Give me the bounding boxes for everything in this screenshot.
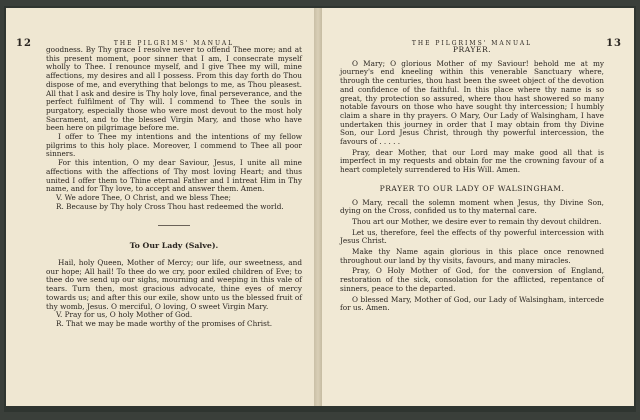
paragraph: Pray, dear Mother, that our Lord may make good all that is imperfect in my requests and obtain for me the crowning favour of a heart completely surrendered to His Will. Amen. bbox=[340, 147, 604, 175]
paragraph: Make thy Name again glorious in this place once renowned throughout our land by thy visits, favours, and many miracles. bbox=[340, 247, 604, 265]
page-number: 12 bbox=[16, 38, 32, 49]
right-page-header bbox=[340, 8, 622, 49]
left-page bbox=[6, 8, 316, 406]
paragraph: O Mary; O glorious Mother of my Saviour! behold me at my journey's end kneeling within this venerable Sanctuary where, through the centuries, thou hast been the sweet object of the devotion and confidence of the faithful. In this place where thy name is so great, thy protection so assured, where thou hast showered so many notable favours on those who have sought thy intercession; I humbly claim a share in thy prayers. O Mary, Our Lady of Walsingham, I have undertaken this journey in order that I may obtain from thy Divine Son, our Lord Jesus Christ, through thy powerful intercession, the favours of . . . . . bbox=[340, 58, 604, 147]
right-page-text bbox=[340, 46, 604, 313]
paragraph: I offer to Thee my intentions and the intentions of my fellow pilgrims to this holy place. Moreover, I commend to Thee all poor sinners. bbox=[46, 132, 302, 159]
running-head: THE PILGRIMS' MANUAL bbox=[113, 40, 235, 47]
page-number: 13 bbox=[606, 38, 622, 49]
paragraph: Let us, therefore, feel the effects of thy powerful intercession with Jesus Christ. bbox=[340, 227, 604, 246]
response: R. That we may be made worthy of the promises of Christ. bbox=[56, 318, 273, 328]
left-page-header bbox=[16, 8, 302, 49]
paragraph: Thou art our Mother, we desire ever to remain thy devout children. bbox=[352, 216, 602, 226]
paragraph: For this intention, O my dear Saviour, Jesus, I unite all mine affections with the affections of Thy most loving Heart; and thus united I offer them to Thine eternal Father and I intreat Him in Thy name, and for Thy love, to accept and answer them. Amen. bbox=[46, 158, 302, 194]
versicle-response bbox=[46, 311, 302, 328]
section-divider bbox=[158, 225, 190, 226]
response: R. Because by Thy holy Cross Thou hast redeemed the world. bbox=[56, 201, 284, 211]
left-page-text bbox=[46, 46, 302, 329]
paragraph: Pray, O Holy Mother of God, for the conversion of England, restoration of the sick, consolation for the afflicted, repentance of sinners, peace to the departed. bbox=[340, 266, 604, 293]
section-heading: To Our Lady (Salve). bbox=[129, 241, 219, 251]
paragraph: O blessed Mary, Mother of God, our Lady of Walsingham, intercede for us. Amen. bbox=[340, 294, 604, 313]
paragraph: goodness. By Thy grace I resolve never to offend Thee more; and at this present moment, poor sinner that I am, I consecrate myself wholly to Thee. I renounce myself, and I give Thee my will, mine affections, my desires and all I possess. From this day forth do Thou dispose of me, and everything that belongs to me, as Thou pleasest. All that I ask and desire is Thy holy love, final perseverance, and the perfect fulfilment of Thy will. I commend to Thee the souls in purgatory, especially those who were most devout to the most holy Sacrament, and to the blessed Virgin Mary, and those who have been here on pilgrimage before me. bbox=[46, 45, 302, 133]
open-book bbox=[4, 6, 636, 412]
right-page bbox=[322, 8, 634, 406]
section-heading: PRAYER TO OUR LADY OF WALSINGHAM. bbox=[379, 183, 565, 193]
paragraph: Hail, holy Queen, Mother of Mercy; our life, our sweetness, and our hope; All hail! To thee do we cry, poor exiled children of Eve; to thee do we send up our sighs, mourning and weeping in this vale of tears. Turn then, most gracious advocate, thine eyes of mercy towards us; and after this our exile, show unto us the blessed fruit of thy womb, Jesus. O merciful, O loving, O sweet Virgin Mary. bbox=[46, 258, 302, 311]
paragraph: O Mary, recall the solemn moment when Jesus, thy Divine Son, dying on the Cross, confided us to thy maternal care. bbox=[340, 197, 604, 216]
versicle: V. We adore Thee, O Christ, and we bless Thee; bbox=[56, 192, 231, 202]
versicle: V. Pray for us, O holy Mother of God. bbox=[56, 310, 193, 320]
section-heading: PRAYER. bbox=[452, 45, 492, 54]
versicle-response bbox=[46, 194, 302, 211]
running-head: THE PILGRIMS' MANUAL bbox=[411, 40, 533, 47]
